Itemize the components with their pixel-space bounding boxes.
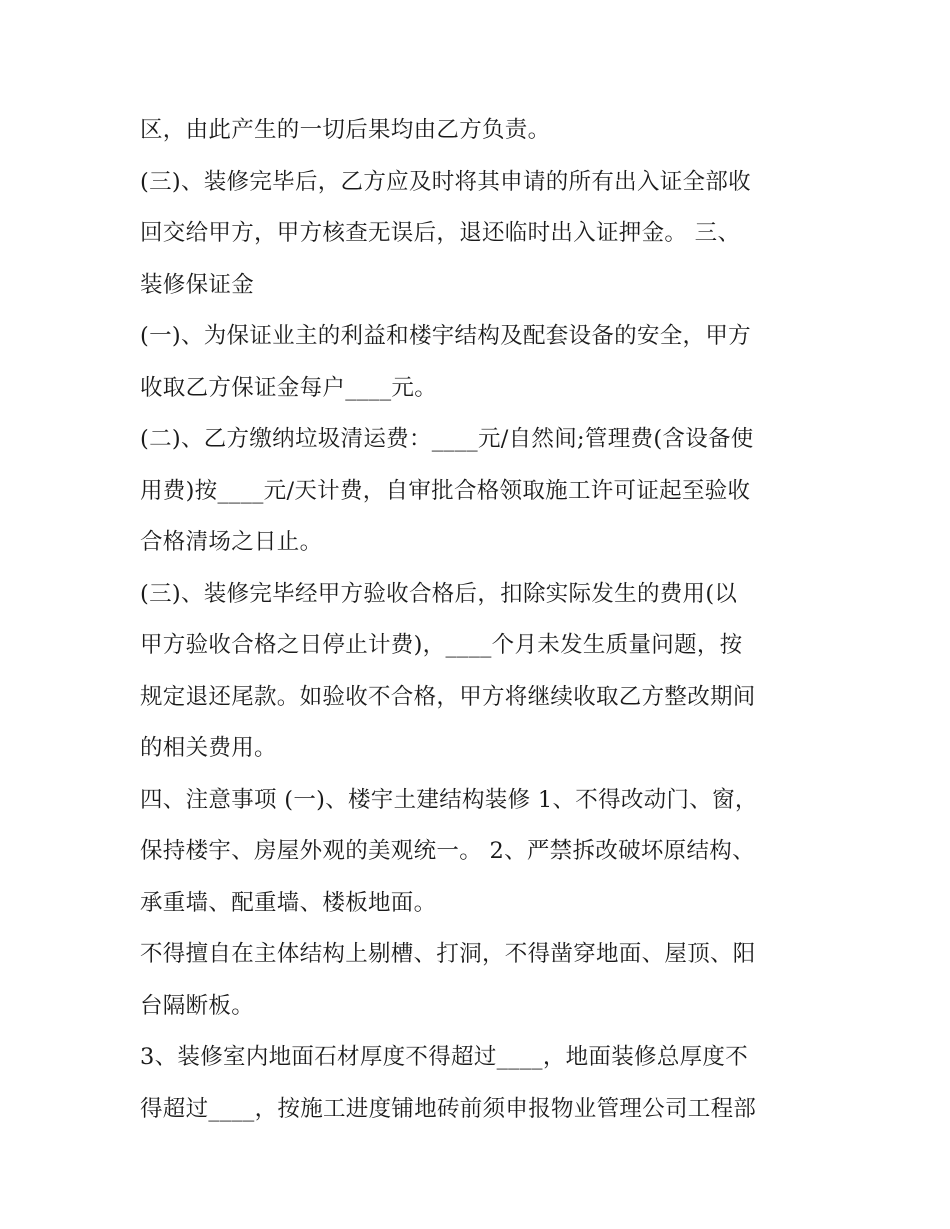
text-line: 不得擅自在主体结构上剔槽、打洞，不得凿穿地面、屋顶、阳 [140, 941, 756, 967]
text-line: 合格清场之日止。 [140, 529, 323, 555]
text-line: 承重墙、配重墙、楼板地面。 [140, 889, 437, 916]
text-line: 台隔断板。 [140, 992, 255, 1019]
text-line: 保持楼宇、房屋外观的美观统一。 2、严禁拆改破坏原结构、 [140, 838, 755, 864]
text-line: 规定退还尾款。如验收不合格，甲方将继续收取乙方整改期间 [140, 683, 756, 710]
text-line: 回交给甲方，甲方核查无误后，退还临时出入证押金。 三、 [140, 220, 741, 246]
text-line: 用费)按____元/天计费，自审批合格领取施工许可证起至验收 [140, 477, 751, 504]
text-line: 区，由此产生的一切后果均由乙方负责。 [140, 117, 551, 143]
text-line: 收取乙方保证金每户____元。 [140, 374, 438, 401]
text-line: 甲方验收合格之日停止计费)，____个月未发生质量问题，按 [140, 632, 743, 658]
text-line: (三)、装修完毕经甲方验收合格后，扣除实际发生的费用(以 [140, 580, 738, 607]
text-line: (一)、为保证业主的利益和楼宇结构及配套设备的安全，甲方 [140, 323, 751, 349]
text-line: 3、装修室内地面石材厚度不得超过____，地面装修总厚度不 [140, 1044, 749, 1070]
text-line: 四、注意事项 (一)、楼宇土建结构装修 1、不得改动门、窗， [140, 786, 758, 813]
text-line: 装修保证金 [140, 271, 255, 298]
text-line: (二)、乙方缴纳垃圾清运费：____元/自然间;管理费(含设备使 [140, 426, 754, 452]
document-body [140, 105, 820, 1135]
text-line: 的相关费用。 [140, 735, 277, 761]
text-line: (三)、装修完毕后，乙方应及时将其申请的所有出入证全部收 [140, 168, 751, 195]
text-line: 得超过____，按施工进度铺地砖前须申报物业管理公司工程部 [140, 1095, 757, 1122]
